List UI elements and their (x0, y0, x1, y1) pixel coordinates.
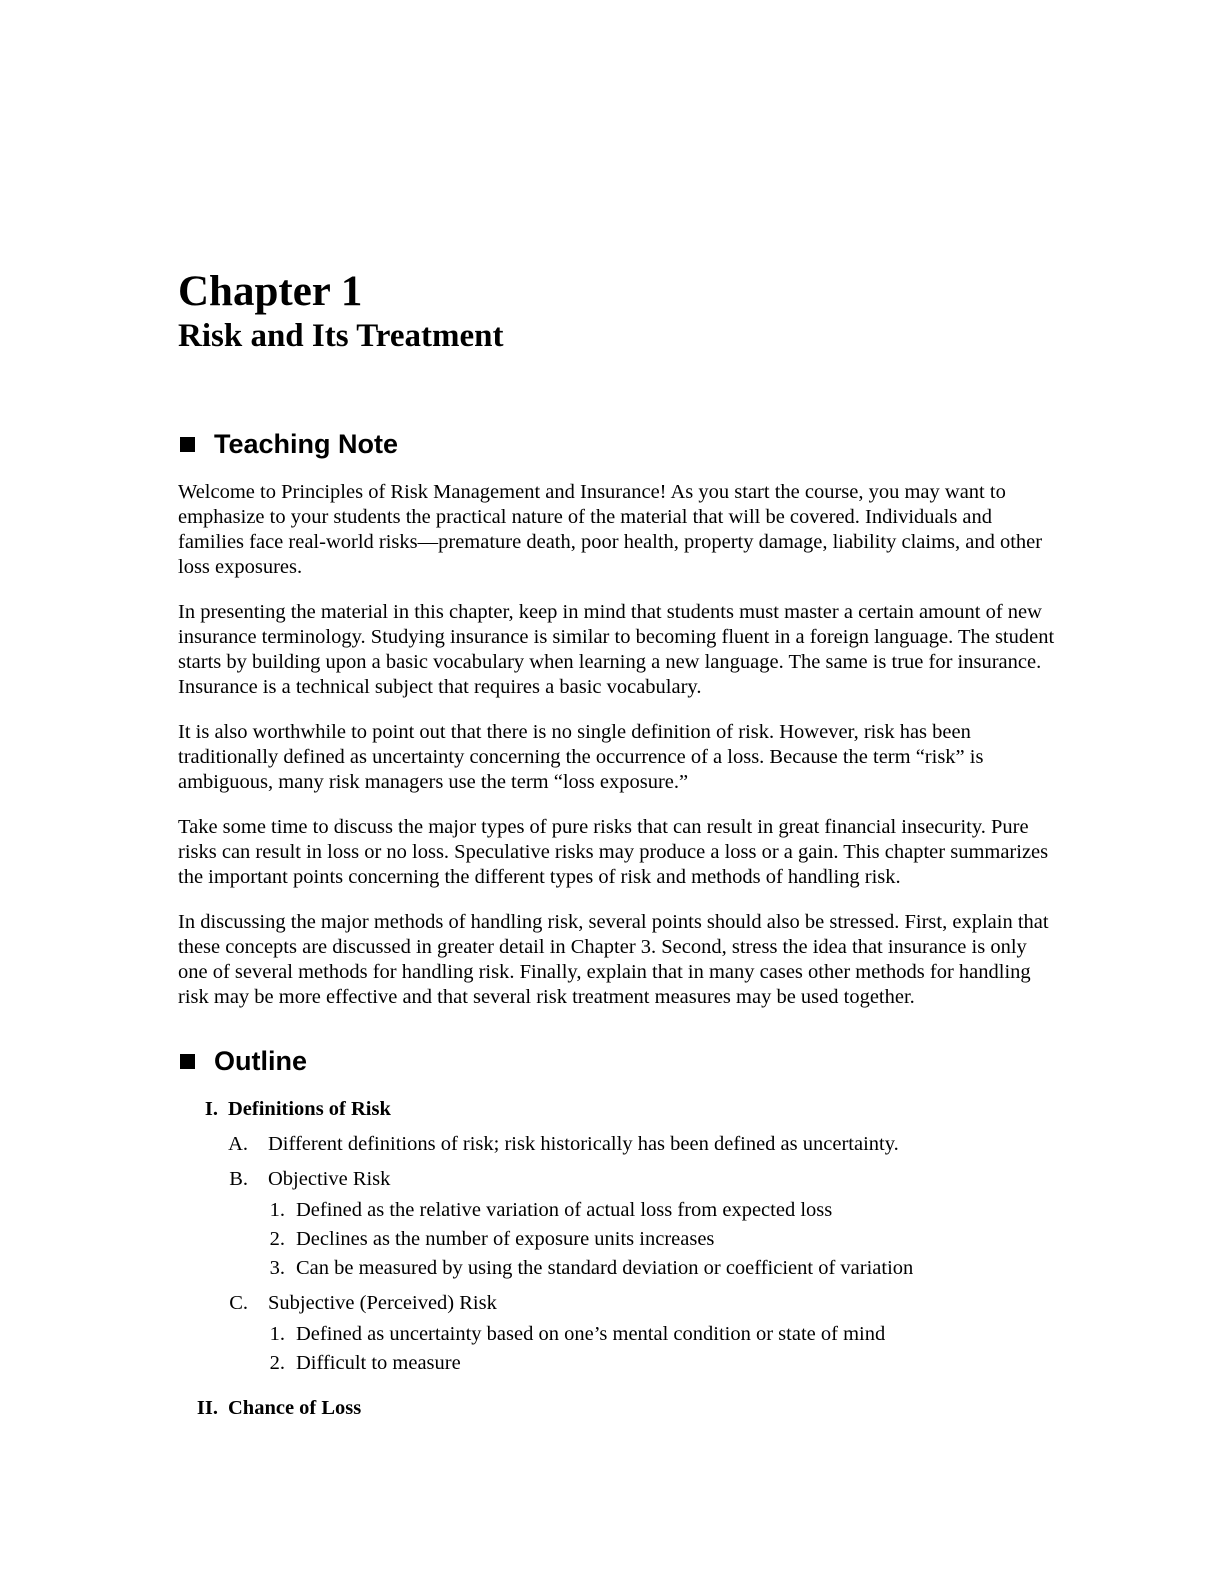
teaching-note-paragraph: In discussing the major methods of handling risk, several points should also be stressed. First, explain that these concepts are discussed in greater detail in Chapter 3. Second, stress the idea that insurance is only one of several methods for handling risk. Finally, explain that in many cases other methods for handling risk may be more effective and that several risk treatment measures may be used together. (178, 911, 1049, 1008)
teaching-note-paragraph: In presenting the material in this chapter, keep in mind that students must master a certain amount of new insurance terminology. Studying insurance is similar to becoming fluent in a foreign language. The student starts by building upon a basic vocabulary when learning a new language. The same is true for insurance. Insurance is a technical subject that requires a basic vocabulary. (178, 601, 1055, 698)
square-bullet-icon (180, 437, 195, 452)
outline-subitem-text: Defined as the relative variation of actual loss from expected loss (296, 1199, 833, 1221)
teaching-note-heading-text: Teaching Note (214, 429, 399, 459)
outline-subitem-text: Difficult to measure (296, 1352, 461, 1374)
outline-item-text: Subjective (Perceived) Risk (268, 1292, 497, 1314)
outline-heading (180, 1045, 307, 1077)
outline-subitem-text: Declines as the number of exposure units increases (296, 1228, 715, 1250)
outline-item-b (228, 1167, 390, 1192)
outline-subitem (268, 1322, 885, 1347)
outline-section-i (180, 1097, 391, 1122)
teaching-note-heading (180, 428, 398, 460)
outline-item-text: Objective Risk (268, 1168, 391, 1190)
square-bullet-icon (180, 1054, 195, 1069)
chapter-title: Risk and Its Treatment (178, 318, 504, 354)
outline-marker: I. (204, 1098, 218, 1120)
outline-marker: 1. (269, 1323, 285, 1345)
outline-section-ii (180, 1396, 361, 1421)
outline-subitem-text: Defined as uncertainty based on one’s mental condition or state of mind (296, 1323, 886, 1345)
teaching-note-paragraph: Take some time to discuss the major types of pure risks that can result in great financial insecurity. Pure risks can result in loss or no loss. Speculative risks may produce a loss or a gain. This chapter summarizes the important points concerning the different types of risk and methods of handling risk. (178, 816, 1049, 888)
outline-section-title: Chance of Loss (228, 1397, 362, 1419)
teaching-note-paragraph: It is also worthwhile to point out that there is no single definition of risk. However, risk has been traditionally defined as uncertainty concerning the occurrence of a loss. Because the term “risk” is ambiguous, many risk managers use the term “loss exposure.” (178, 721, 984, 793)
chapter-label: Chapter 1 (178, 268, 363, 315)
outline-subitem (268, 1351, 461, 1376)
outline-heading-text: Outline (214, 1046, 307, 1076)
outline-section-title: Definitions of Risk (228, 1098, 391, 1120)
outline-marker: B. (229, 1168, 248, 1190)
outline-marker: II. (196, 1397, 218, 1419)
outline-item-text: Different definitions of risk; risk historically has been defined as uncertainty. (268, 1133, 899, 1155)
outline-item-c (228, 1291, 497, 1316)
outline-marker: 2. (269, 1352, 285, 1374)
outline-marker: 1. (269, 1199, 285, 1221)
teaching-note-paragraph: Welcome to Principles of Risk Management and Insurance! As you start the course, you may want to emphasize to your students the practical nature of the material that will be covered. Individuals and families face real-world risks—premature death, poor health, property damage, liability claims, and other loss exposures. (178, 481, 1043, 578)
outline-subitem-text: Can be measured by using the standard deviation or coefficient of variation (296, 1257, 914, 1279)
outline-marker: A. (228, 1133, 248, 1155)
outline-marker: 2. (269, 1228, 285, 1250)
outline-marker: 3. (269, 1257, 285, 1279)
outline-subitem (268, 1256, 913, 1281)
outline-marker: C. (229, 1292, 248, 1314)
outline-subitem (268, 1198, 832, 1223)
outline-subitem (268, 1227, 714, 1252)
outline-item-a (228, 1132, 899, 1157)
